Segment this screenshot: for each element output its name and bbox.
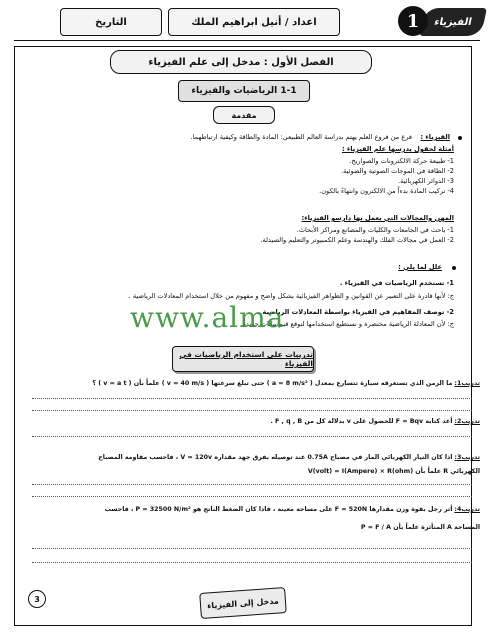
chapter-title xyxy=(110,50,372,74)
author-label: اعداد / أنيل ابراهيم الملك xyxy=(191,16,317,28)
bullet xyxy=(458,136,462,140)
section-title-text: 1-1 الرياضيات والفيزياء xyxy=(191,86,297,96)
physics-definition: فرع من فروع العلم يهتم بدراسة العالم الطبيعي: المادة والطاقة وكيفية ارتباطهما. xyxy=(190,133,412,141)
example-item: 4- تركيب المادة بدءاً من الالكترون وانتهاءً بالكون. xyxy=(319,187,454,195)
exercise-label: تدريب2: xyxy=(454,418,480,425)
answer-line xyxy=(32,436,472,437)
explain-answer: ج: لأنها قادرة على التعبير عن القوانين و الظواهر الفيزيائية بشكل واضح و مفهوم من خلال استخدام المعادلات الرياضية . xyxy=(128,292,454,300)
exercises-title xyxy=(172,346,314,372)
exercise-label: تدريب1: xyxy=(454,380,480,387)
example-item: 2- الطاقة في الموجات الصوتية والضوئية. xyxy=(341,167,454,175)
answer-line xyxy=(32,410,472,411)
exercise-3-line2: الكهربائي R علماً بأن V(volt) = I(Ampere) × R(ohm) xyxy=(307,468,480,475)
watermark: www.alma xyxy=(130,301,285,334)
example-item: 1- طبيعة حركة الالكترونات والصواريخ. xyxy=(349,157,454,165)
career-item: 2- العمل في مجالات الفلك والهندسة وعلم الكمبيوتر والتعليم والصيدلة. xyxy=(260,236,454,244)
answer-line xyxy=(32,496,472,497)
answer-line xyxy=(32,398,472,399)
exercise-4-line2: المساحة A المتأثرة علماً بأن P = F / A xyxy=(360,524,480,531)
explain-answer: ج: لأن المعادلة الرياضية مختصرة و نستطيع استخدامها لتوقع قيم بيانات جديدة. xyxy=(240,320,454,328)
subject-label: الفيزياء xyxy=(433,16,473,28)
exercise-4 xyxy=(105,506,480,514)
physics-label: الفيزياء : xyxy=(420,133,450,141)
explain-title: علل لما يلي : xyxy=(398,263,442,271)
intro-title-text: مقدمة xyxy=(231,110,257,120)
subject-badge xyxy=(419,8,487,36)
answer-line xyxy=(32,548,472,549)
footer-badge: مدخل إلى الفيزياء xyxy=(199,587,287,619)
page-number: 3 xyxy=(28,590,46,608)
exercise-text: ما الزمن الذي تستغرقه سيارة تتسارع بمعدل ( a = 8 m/s² ) حتى تبلغ سرعتها ( v = 40 m/s ) علماً بأن ( v = a t ) ؟ xyxy=(92,380,453,387)
author-badge xyxy=(168,8,340,36)
explain-item: 2- توصف المفاهيم في الفيزياء بواسطة المعادلات الرياضية . xyxy=(257,308,454,316)
chapter-title-text: الفصل الأول : مدخل إلى علم الفيزياء xyxy=(148,56,334,68)
exercise-label: تدريب3: xyxy=(454,454,480,461)
intro-title xyxy=(213,106,275,124)
exercise-label: تدريب4: xyxy=(454,506,480,513)
exercise-2 xyxy=(270,418,480,426)
exercise-text: أعد كتابة F = Bqv للحصول على v بدلالة كل من F , q , B . xyxy=(270,418,453,425)
exercise-text: أثر رجل بقوة وزن مقدارها F = 520N على مساحة معينة ، فاذا كان الضغط الناتج هو P = 32500 N/m² ، فاحسب xyxy=(104,506,453,513)
unit-number: 1 xyxy=(398,6,428,36)
answer-line xyxy=(32,484,472,485)
exercise-1 xyxy=(92,380,480,388)
section-title xyxy=(178,80,310,102)
examples-title: أمثلة لحقول يدرسها علم الفيزياء : xyxy=(341,145,454,153)
example-item: 3- الدوائر الكهربائية. xyxy=(397,177,454,185)
header-divider xyxy=(14,40,480,41)
career-item: 1- باحث في الجامعات والكليات والمصانع ومراكز الأبحاث. xyxy=(296,226,454,234)
explain-item: 1- تستخدم الرياضيات في الفيزياء . xyxy=(339,279,454,287)
date-label: التاريخ xyxy=(95,16,127,28)
exercises-title-text: تدريبات على استخدام الرياضيات في الفيزياء xyxy=(179,350,313,368)
date-badge xyxy=(60,8,162,36)
exercise-3 xyxy=(98,454,480,462)
answer-line xyxy=(32,562,472,563)
bullet xyxy=(452,266,456,270)
careers-title: المهن والمجالات التي يعمل بها دارسو الفيزياء: xyxy=(301,214,454,222)
exercise-text: اذا كان التيار الكهربائي المار في مصباح 0.75A عند توصيله بفرق جهد مقداره V = 120v ، فاحسب مقاومة المصباح xyxy=(98,454,453,461)
